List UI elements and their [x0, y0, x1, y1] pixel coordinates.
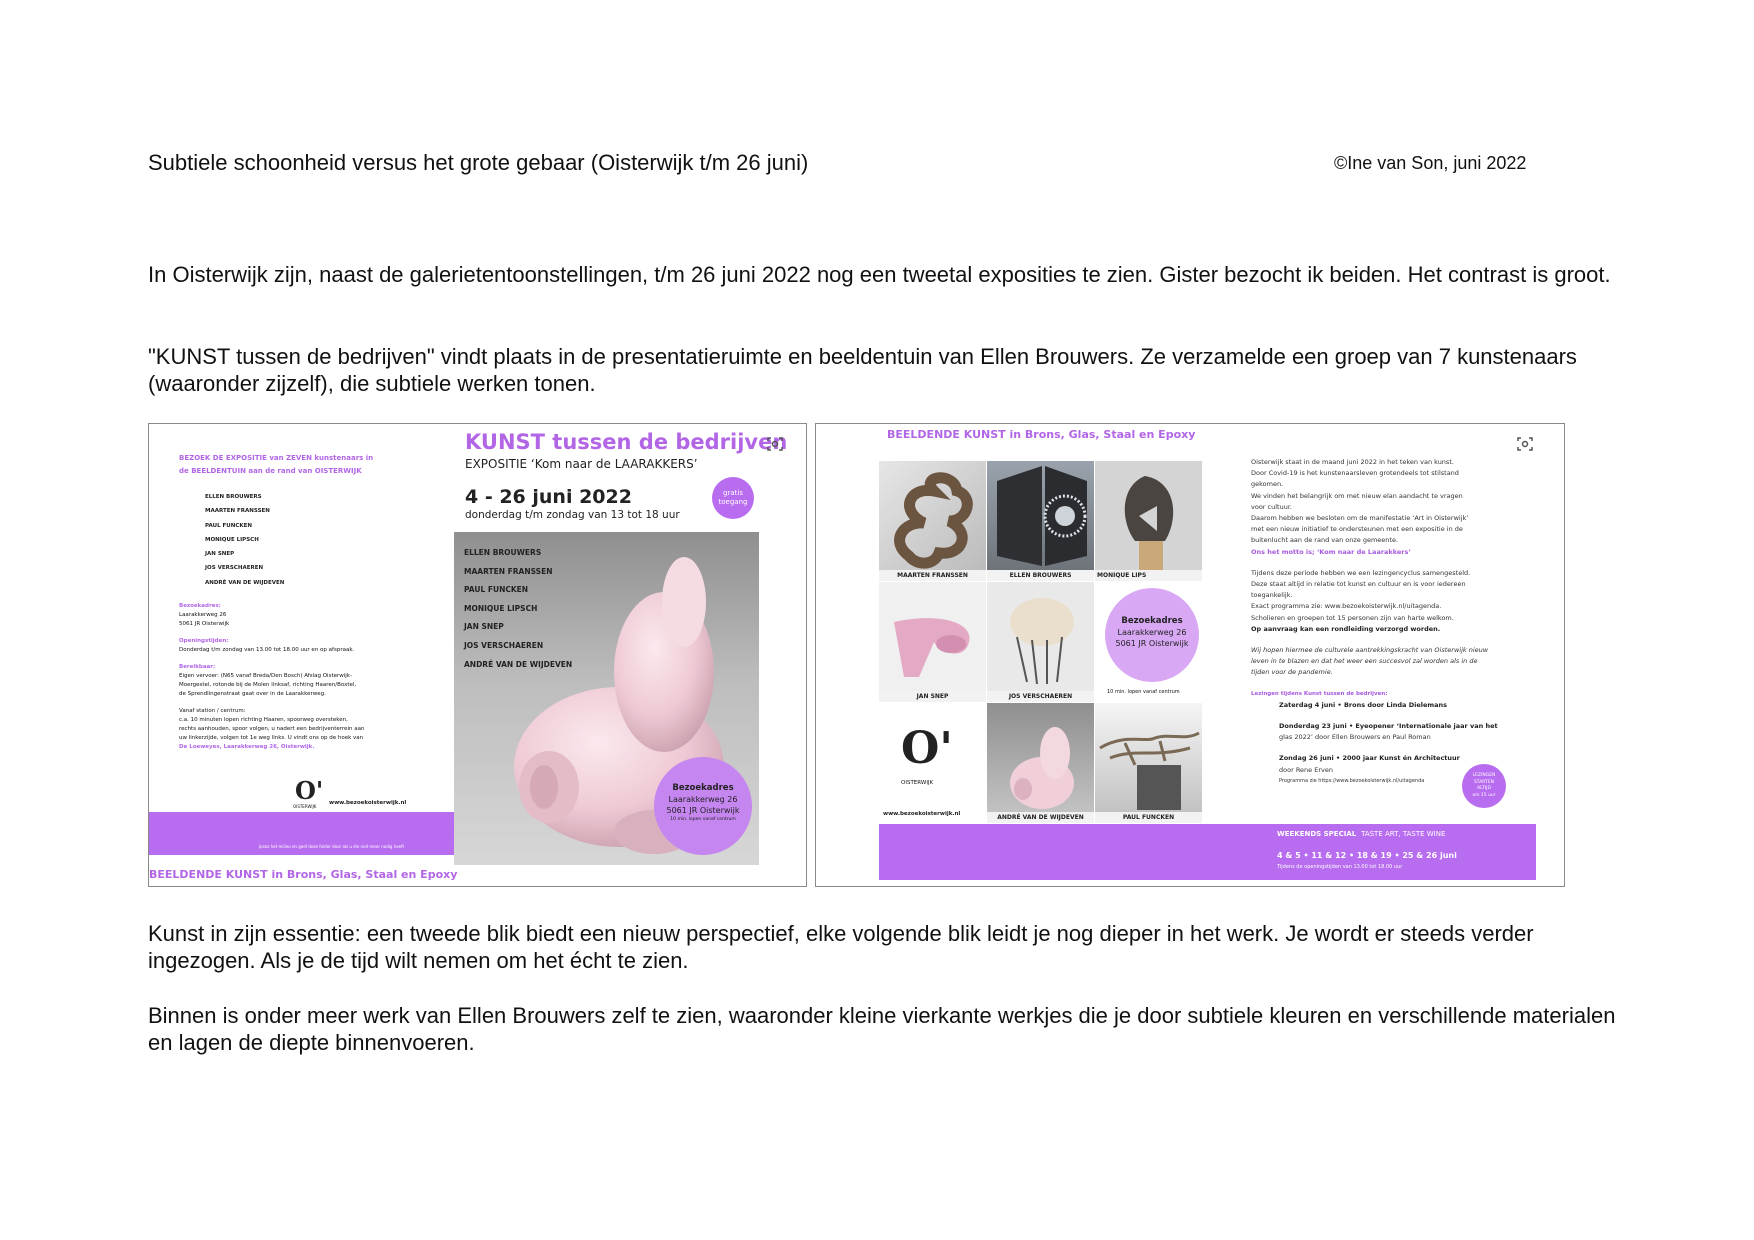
text-line: gekomen.: [1251, 480, 1284, 489]
weekend-title: [1277, 830, 1445, 838]
tile-brouwers: [987, 461, 1094, 581]
flyer-subtitle: EXPOSITIE ‘Kom naar de LAARAKKERS’: [465, 457, 698, 471]
circle-title: Bezoekadres: [672, 783, 734, 793]
lecture-item: glas 2022’ door Ellen Brouwers en Paul Roman: [1279, 733, 1431, 742]
flyer-title: KUNST tussen de bedrijven: [465, 430, 788, 454]
paragraph-kunst: "KUNST tussen de bedrijven" vindt plaats in de presentatieruimte en beeldentuin van Ellen Brouwers. Ze verzamelde een groep van 7 kunstenaars (waaronder zijzelf), die subtiele werken tonen.: [148, 344, 1577, 396]
glass-panel-image: [987, 461, 1094, 581]
text-line: voor cultuur.: [1251, 502, 1292, 511]
flyer-dates: 4 - 26 juni 2022: [465, 486, 632, 508]
circle-line: Laarakkerweg 26: [1117, 628, 1187, 637]
weekend-title-text: WEEKENDS SPECIAL: [1277, 830, 1357, 838]
website: www.bezoekoisterwijk.nl: [883, 811, 961, 817]
tile-wijdeven: [987, 703, 1094, 823]
access-line: de Sprendlingenstraat gaat over in de Laarakkerweg.: [179, 691, 326, 697]
flyer-days: donderdag t/m zondag van 13 tot 18 uur: [465, 509, 680, 521]
egg-sculpture-image: [987, 582, 1094, 702]
text-line: Tijdens deze periode hebben we een lezingencyclus samengesteld.: [1251, 568, 1471, 577]
screenshot-icon[interactable]: [1516, 435, 1534, 453]
flyer-info: [179, 602, 419, 752]
circle-line: 5061 JR Oisterwijk: [666, 806, 740, 815]
text-line: Wij hopen hiermee de culturele aantrekkingskracht van Oisterwijk nieuw: [1251, 646, 1489, 655]
flyer-right: [815, 423, 1565, 887]
tile-label: MAARTEN FRANSSEN: [879, 570, 986, 581]
artist-item: MAARTEN FRANSSEN: [205, 508, 270, 515]
circle-line: 5061 JR Oisterwijk: [1115, 639, 1189, 648]
flyer-left: [148, 423, 807, 887]
tile-snep: [879, 582, 986, 702]
tile-label: JOS VERSCHAEREN: [987, 691, 1094, 702]
tile-franssen: [879, 461, 986, 581]
oisterwijk-logo-sub: OISTERWIJK: [901, 780, 934, 786]
hours-text: Donderdag t/m zondag van 13.00 tot 18.00 uur en op afspraak.: [179, 647, 355, 653]
website: www.bezoekoisterwijk.nl: [329, 800, 407, 806]
artist-item: JOS VERSCHAEREN: [464, 640, 544, 650]
artist-item: MAARTEN FRANSSEN: [464, 566, 553, 576]
access-label: Bereikbaar:: [179, 664, 216, 670]
circle-line: 10 min. lopen vanaf centrum: [670, 817, 736, 822]
artist-item: ELLEN BROUWERS: [464, 548, 542, 557]
station-line: uw linkerzijde, volgen tot 1e weg links. U vindt ons op de hoek van: [179, 735, 364, 741]
artist-item: MONIQUE LIPSCH: [205, 536, 259, 543]
page-title: Subtiele schoonheid versus het grote gebaar (Oisterwijk t/m 26 juni): [148, 150, 809, 175]
artist-item: PAUL FUNCKEN: [205, 522, 252, 529]
metal-sculpture-image: [1095, 461, 1202, 581]
pink-sculpture-image: [987, 703, 1094, 823]
weekend-sub: TASTE ART, TASTE WINE: [1361, 830, 1446, 838]
copyright: ©Ine van Son, juni 2022: [1334, 153, 1527, 173]
footer-note: Ipsez het milieu en geef deze folder door als u die niet meer nodig heeft: [259, 844, 405, 849]
badge-line: gratis: [723, 489, 743, 497]
weekend-dates: 4 & 5 • 11 & 12 • 18 & 19 • 25 & 26 juni: [1277, 851, 1457, 860]
badge-line: toegang: [718, 498, 748, 506]
circle-line: Laarakkerweg 26: [668, 795, 738, 804]
tour-note: Op aanvraag kan een rondleiding verzorgd worden.: [1251, 624, 1441, 633]
address-circle: [654, 757, 752, 855]
tile-funcken: [1095, 703, 1202, 823]
artist-item: ELLEN BROUWERS: [205, 494, 262, 500]
badge-line: STARTEN: [1473, 779, 1495, 785]
text-line: buitenlucht aan de rand van onze gemeente.: [1251, 536, 1399, 545]
lectures-label: Lezingen tijdens Kunst tussen de bedrijven:: [1251, 690, 1388, 697]
lecture-item: Zondag 26 juni • 2000 jaar Kunst én Architectuur: [1279, 754, 1460, 763]
flyer-right-text: [1251, 457, 1551, 787]
lecture-item: Zaterdag 4 juni • Brons door Linda Dielemans: [1279, 700, 1448, 709]
access-line: Eigen vervoer: (N65 vanaf Breda/Den Bosch) Afslag Oisterwijk-: [179, 673, 352, 679]
pink-curl-image: [879, 582, 986, 702]
text-line: toegankelijk.: [1251, 591, 1293, 600]
badge-line: om 15 uur: [1472, 792, 1496, 798]
purple-band: [149, 812, 454, 855]
bronze-sculpture-image: [879, 461, 986, 581]
station-line: c.a. 10 minuten lopen richting Haaren, spoorweg oversteken,: [179, 717, 348, 723]
artist-item: JAN SNEP: [205, 551, 235, 558]
flyer-intro-1: BEZOEK DE EXPOSITIE van ZEVEN kunstenaars in: [179, 454, 374, 462]
flyer-bottom-caption: BEELDENDE KUNST in Brons, Glas, Staal en Epoxy: [149, 868, 458, 881]
artist-item: MONIQUE LIPSCH: [464, 603, 538, 613]
badge-line: LEZINGEN: [1472, 773, 1496, 778]
motto: Ons het motto is; ‘Kom naar de Laarakkers’: [1251, 547, 1411, 556]
artist-item: ANDRÉ VAN DE WIJDEVEN: [464, 659, 573, 669]
tile-label: ELLEN BROUWERS: [987, 570, 1094, 581]
weekend-band: [879, 824, 1536, 880]
text-line: Door Covid-19 is het kunstenaarsleven grotendeels tot stilstand: [1251, 469, 1459, 478]
text-line: leven in te blazen en dat het weer een succesvol zal worden als in de: [1251, 657, 1478, 666]
address-label: Bezoekadres:: [179, 603, 221, 609]
tile-verschaeren: [987, 582, 1094, 702]
hours-label: Openingstijden:: [179, 638, 229, 644]
badge-line: ALTIJD: [1477, 786, 1491, 791]
tile-lipsch: [1095, 461, 1202, 581]
text-line: met een nieuw initiatief te ondersteunen met een expositie in de: [1251, 525, 1463, 534]
gratis-badge: [712, 477, 754, 519]
oisterwijk-logo: O': [901, 723, 953, 774]
text-line: We vinden het belangrijk om met nieuw elan aandacht te vragen: [1251, 491, 1463, 500]
tile-label: MONIQUE LIPS: [1095, 570, 1202, 581]
text-line: Deze staat altijd in relatie tot kunst en cultuur en is voor iedereen: [1251, 580, 1466, 589]
artist-item: ANDRÉ VAN DE WIJDEVEN: [205, 579, 285, 586]
tile-label: PAUL FUNCKEN: [1095, 812, 1202, 823]
artist-item: JOS VERSCHAEREN: [205, 565, 264, 572]
text-line: Exact programma zie: www.bezoekoisterwijk.nl/uitagenda.: [1251, 602, 1442, 611]
program-link: Programma zie https://www.bezoekoisterwijk.nl/uitagenda: [1279, 777, 1425, 784]
address-line: Laarakkerweg 26: [179, 612, 227, 618]
artist-list: [205, 490, 284, 590]
walk-note: 10 min. lopen vanaf centrum: [1107, 689, 1180, 695]
branch-sculpture-image: [1095, 703, 1202, 823]
lecture-item: Donderdag 23 juni • Eyeopener ‘Internationale jaar van het: [1279, 722, 1498, 731]
screenshot-icon[interactable]: [766, 435, 784, 453]
weekend-note: Tijdens de openingstijden van 13.00 tot 18.00 uur: [1277, 864, 1403, 870]
oisterwijk-logo-sub: OISTERWIJK: [293, 804, 317, 809]
paragraph-binnen: Binnen is onder meer werk van Ellen Brouwers zelf te zien, waaronder kleine vierkante werkjes die je door subtiele kleuren en verschillende materialen en lagen de diepte binnenvoeren.: [148, 1003, 1616, 1055]
tile-logo: [879, 703, 986, 823]
access-line: Moergestel, rotonde bij de Molen linksaf, richting Haaren/Boxtel,: [179, 682, 357, 688]
text-line: Oisterwijk staat in de maand juni 2022 in het teken van kunst.: [1251, 458, 1454, 466]
paragraph-intro: In Oisterwijk zijn, naast de galerietentoonstellingen, t/m 26 juni 2022 nog een tweetal exposities te zien. Gister bezocht ik beiden. Het contrast is groot.: [148, 262, 1611, 287]
lezingen-badge: [1462, 764, 1506, 808]
paragraph-essence: Kunst in zijn essentie: een tweede blik biedt een nieuw perspectief, elke volgende blik leidt je nog dieper in het werk. Je wordt er steeds verder ingezogen. Als je de tijd wilt nemen om het écht te zien.: [148, 921, 1534, 973]
artist-item: JAN SNEP: [464, 622, 504, 632]
lecture-item: door Rene Erven: [1279, 765, 1333, 774]
flyer-top-caption: BEELDENDE KUNST in Brons, Glas, Staal en Epoxy: [887, 428, 1196, 441]
tile-label: ANDRÉ VAN DE WIJDEVEN: [987, 812, 1094, 823]
text-line: Scholieren en groepen tot 15 personen zijn van harte welkom.: [1251, 613, 1454, 622]
text-line: tijden voor de pandemie.: [1251, 668, 1333, 677]
address-line: 5061 JR Oisterwijk: [179, 621, 230, 627]
station-label: Vanaf station / centrum:: [179, 708, 246, 714]
circle-title: Bezoekadres: [1121, 616, 1183, 626]
flyer-intro-2: de BEELDENTUIN aan de rand van OISTERWIJK: [179, 467, 362, 475]
address-circle: [1105, 588, 1199, 682]
text-line: Daarom hebben we besloten om de manifestatie ‘Art in Oisterwijk’: [1251, 514, 1469, 523]
oisterwijk-logo: O': [295, 776, 324, 805]
photo-artist-list: [464, 544, 572, 674]
station-line: De Loeweyes, Laarakkerweg 26, Oisterwijk.: [179, 744, 315, 750]
station-line: rechts aanhouden, spoor volgen, u nadert een bedrijventerrein aan: [179, 726, 365, 732]
tile-label: JAN SNEP: [879, 691, 986, 702]
tile-address: [1095, 582, 1202, 702]
artist-item: PAUL FUNCKEN: [464, 585, 529, 595]
sculpture-photo: [454, 532, 759, 865]
